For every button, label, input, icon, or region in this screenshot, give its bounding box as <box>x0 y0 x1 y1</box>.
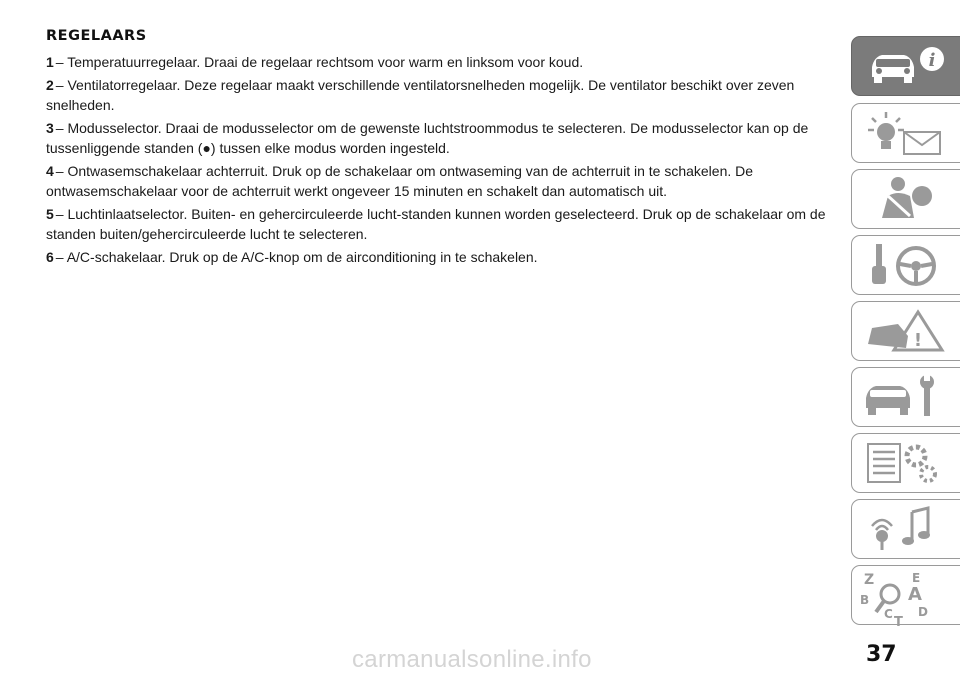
tab-warning-lights[interactable] <box>851 103 960 163</box>
item-text: – Ontwasemschakelaar achterruit. Druk op de schakelaar om ontwaseming van de achterruit in te schakelen. De ontwasemschakelaar voor de achterruit werkt ongeveer 15 minuten en schakelt dan automatisch uit. <box>46 163 754 199</box>
tab-car-info[interactable] <box>851 36 960 96</box>
tab-emergency[interactable] <box>851 301 960 361</box>
car-info-icon <box>860 43 956 93</box>
main-content <box>46 28 836 270</box>
list-item <box>46 75 836 115</box>
index-letter: B <box>860 593 870 607</box>
tab-index[interactable] <box>851 565 960 628</box>
index-letter: T <box>894 615 903 628</box>
item-text: – Ventilatorregelaar. Deze regelaar maakt verschillende ventilatorsnelheden mogelijk. De ventilator beschikt over zeven snelheden. <box>46 77 795 113</box>
technical-data-icon <box>858 438 954 488</box>
maintenance-icon <box>858 372 954 422</box>
item-number: 6 <box>46 249 54 265</box>
tab-maintenance[interactable] <box>851 367 960 427</box>
tab-technical-data[interactable] <box>851 433 960 493</box>
multimedia-icon <box>858 504 954 554</box>
page-number: 37 <box>866 642 897 667</box>
list-item <box>46 247 836 267</box>
item-text: – Temperatuurregelaar. Draai de regelaar rechtsom voor warm en linksom voor koud. <box>55 54 584 70</box>
index-letter: A <box>908 584 922 605</box>
index-letter: C <box>884 607 893 621</box>
item-number: 1 <box>46 54 54 70</box>
list-item <box>46 118 836 158</box>
list-item <box>46 204 836 244</box>
tab-starting-driving[interactable] <box>851 235 960 295</box>
list-item <box>46 161 836 201</box>
list-item <box>46 52 836 72</box>
section-heading: REGELAARS <box>46 28 147 44</box>
safety-airbag-icon <box>858 174 954 224</box>
index-icon <box>858 570 954 628</box>
item-number: 2 <box>46 77 54 93</box>
starting-driving-icon <box>858 240 954 290</box>
item-text: – Luchtinlaatselector. Buiten- en gehercirculeerde lucht-standen kunnen worden geselecteerd. Druk op de schakelaar om de standen buiten/gehercirculeerde lucht te selecteren. <box>46 206 826 242</box>
item-text: – A/C-schakelaar. Druk op de A/C-knop om de airconditioning in te schakelen. <box>55 249 538 265</box>
chapter-tabs-sidebar <box>851 0 960 678</box>
item-text: – Modusselector. Draai de modusselector om de gewenste luchtstroommodus te selecteren. De modusselector kan op de tussenliggende standen (●) tussen elke modus worden ingesteld. <box>46 120 809 156</box>
emergency-icon <box>858 306 954 356</box>
index-letter: D <box>918 605 928 619</box>
svg-text:i: i <box>928 50 936 71</box>
watermark: carmanualsonline.info <box>352 646 592 673</box>
item-number: 3 <box>46 120 54 136</box>
svg-text:!: ! <box>913 330 923 351</box>
warning-lights-messages-icon <box>858 108 954 158</box>
item-number: 4 <box>46 163 54 179</box>
item-number: 5 <box>46 206 54 222</box>
tab-safety[interactable] <box>851 169 960 229</box>
index-letter: Z <box>864 572 875 588</box>
tab-multimedia[interactable] <box>851 499 960 559</box>
index-letter: E <box>912 571 921 585</box>
